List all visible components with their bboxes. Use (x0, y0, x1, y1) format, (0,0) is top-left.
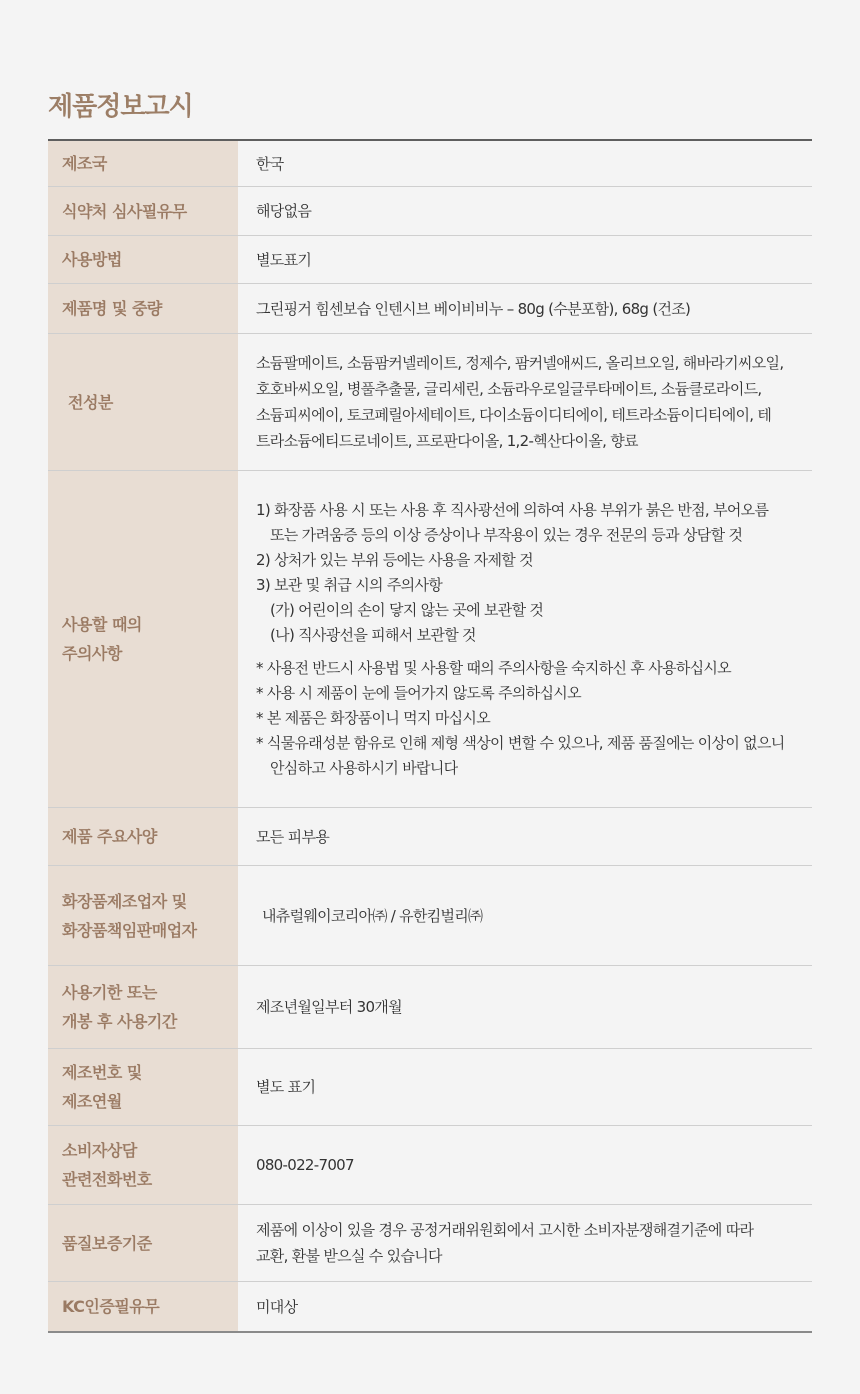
table-row (48, 471, 812, 808)
row-value: 1) 화장품 사용 시 또는 사용 후 직사광선에 의하여 사용 부위가 붉은 반점, 부어오름 또는 가려움증 등의 이상 증상이나 부작용이 있는 경우 전문의 등과 상담할 것 2) 상처가 있는 부위 등에는 사용을 자제할 것 3) 보관 및 취급 시의 주의사항 (가) 어린이의 손이 닿지 않는 곳에 보관할 것 (나) 직사광선을 피해서 보관할 것 * 사용전 반드시 사용법 및 사용할 때의 주의사항을 숙지하신 후 사용하십시오 * 사용 시 제품이 눈에 들어가지 않도록 주의하십시오 * 본 제품은 화장품이니 먹지 마십시오 * 식물유래성분 함유로 인해 제형 색상이 변할 수 있으나, 제품 품질에는 이상이 없으니 안심하고 사용하시기 바랍니다 (256, 500, 785, 777)
row-label: 화장품제조업자 및 화장품책임판매업자 (48, 866, 238, 965)
row-label: 사용할 때의 주의사항 (48, 471, 238, 807)
row-label: KC인증필유무 (48, 1282, 238, 1331)
row-value: 미대상 (256, 1297, 298, 1316)
table-row (48, 1282, 812, 1331)
table-row (48, 866, 812, 966)
row-value: 별도 표기 (256, 1078, 316, 1096)
row-value: 별도표기 (256, 250, 312, 269)
row-value: 제품에 이상이 있을 경우 공정거래위원회에서 고시한 소비자분쟁해결기준에 따라 교환, 환불 받으실 수 있습니다 (256, 1221, 754, 1265)
row-value: 제조년월일부터 30개월 (256, 998, 402, 1016)
row-label: 품질보증기준 (48, 1205, 238, 1281)
row-label: 식약처 심사필유무 (48, 187, 238, 235)
page-title: 제품정보고시 (48, 92, 193, 122)
row-value: 모든 피부용 (256, 827, 330, 846)
row-label: 제조국 (48, 141, 238, 186)
product-info-table (48, 139, 812, 1333)
row-value: 080-022-7007 (256, 1156, 354, 1174)
row-label: 제품명 및 중량 (48, 284, 238, 333)
row-value: 그린핑거 힘센보습 인텐시브 베이비비누 – 80g (수분포함), 68g (건조) (256, 299, 691, 318)
table-row (48, 334, 812, 471)
table-row (48, 808, 812, 866)
row-label: 사용기한 또는 개봉 후 사용기간 (48, 966, 238, 1048)
table-row (48, 966, 812, 1049)
table-row (48, 141, 812, 187)
row-label: 제품 주요사양 (48, 808, 238, 865)
table-row (48, 236, 812, 284)
row-value: 한국 (256, 154, 284, 173)
row-label: 사용방법 (48, 236, 238, 283)
table-row (48, 284, 812, 334)
table-row (48, 1205, 812, 1282)
table-row (48, 1049, 812, 1126)
table-row (48, 187, 812, 236)
row-value: 소듐팔메이트, 소듐팜커넬레이트, 정제수, 팜커넬애씨드, 올리브오일, 해바라기씨오일, 호호바씨오일, 병풀추출물, 글리세린, 소듐라우로일글루타메이트, 소듐클로라이드, 소듐피씨에이, 토코페릴아세테이트, 다이소듐이디티에이, 테트라소듐이디티에이, 테 트라소듐에티드로네이트, 프로판다이올, 1,2-헥산다이올, 향료 (256, 354, 784, 450)
row-label: 제조번호 및 제조연월 (48, 1049, 238, 1125)
row-label: 소비자상담 관련전화번호 (48, 1126, 238, 1204)
row-value: 내츄럴웨이코리아㈜ / 유한킴벌리㈜ (262, 906, 483, 925)
row-label: 전성분 (48, 334, 238, 470)
row-value: 해당없음 (256, 202, 312, 220)
table-row (48, 1126, 812, 1205)
